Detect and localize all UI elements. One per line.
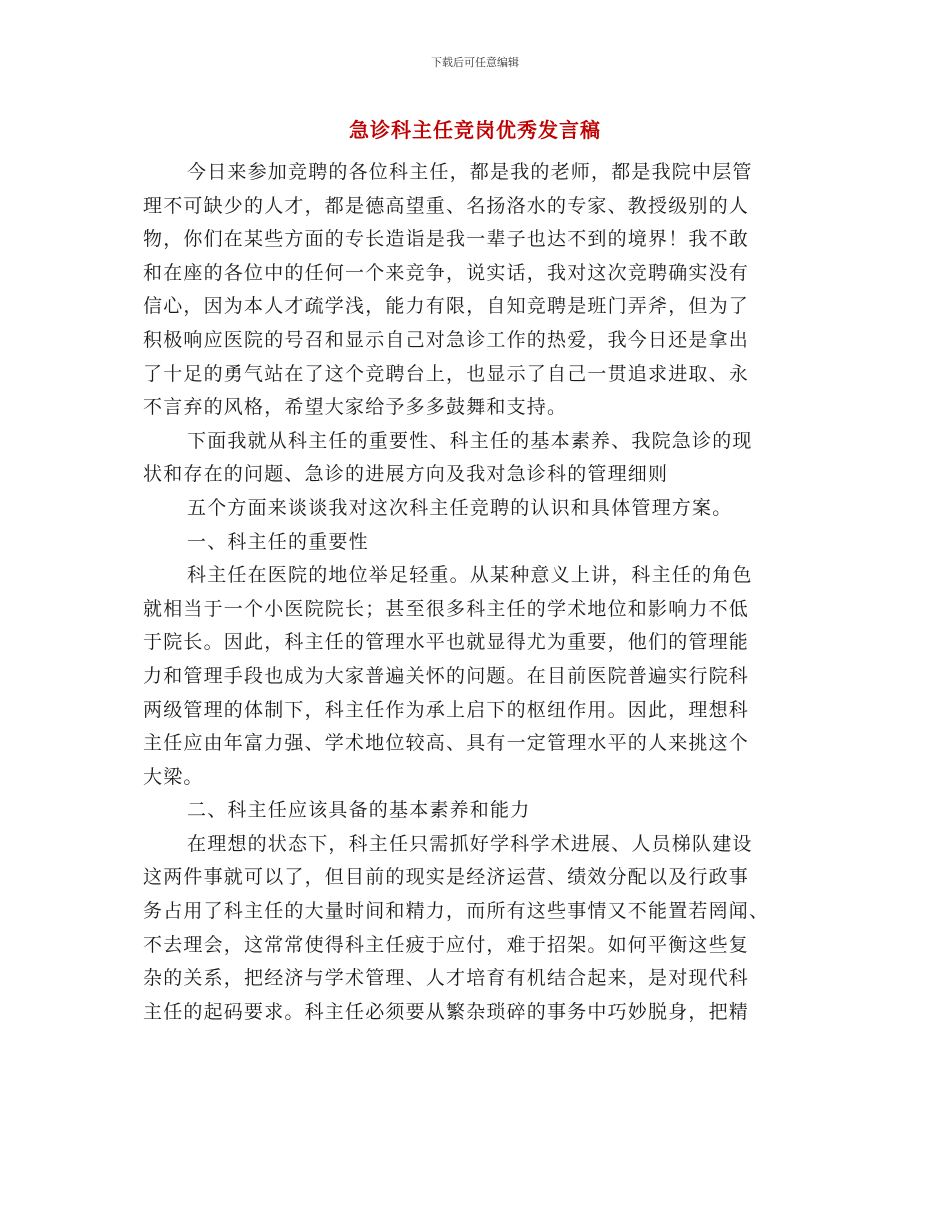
document-body (143, 156, 807, 1029)
text-line: 状和存在的问题、急诊的进展方向及我对急诊科的管理细则 (143, 463, 669, 486)
text-line: 大梁。 (143, 765, 204, 788)
text-line: 科主任在医院的地位举足轻重。从某种意义上讲，科主任的角色 (187, 564, 753, 587)
text-line: 不言弃的风格，希望大家给予多多鼓舞和支持。 (143, 396, 568, 419)
text-line: 这两件事就可以了，但目前的现实是经济运营、绩效分配以及行政事 (143, 866, 750, 889)
text-line: 务占用了科主任的大量时间和精力，而所有这些事情又不能置若罔闻、 (143, 900, 770, 923)
text-line: 主任的起码要求。科主任必须要从繁杂琐碎的事务中巧妙脱身，把精 (143, 1000, 750, 1023)
text-line: 理不可缺少的人才，都是德高望重、名扬洛水的专家、教授级别的人 (143, 194, 750, 217)
text-line: 物，你们在某些方面的专长造诣是我一辈子也达不到的境界！我不敢 (143, 228, 750, 251)
section-heading: 一、科主任的重要性 (187, 530, 369, 553)
text-line: 积极响应医院的号召和显示自己对急诊工作的热爱，我今日还是拿出 (143, 328, 750, 351)
text-line: 今日来参加竞聘的各位科主任，都是我的老师，都是我院中层管 (187, 161, 753, 183)
document-title: 急诊科主任竞岗优秀发言稿 (349, 118, 601, 142)
text-line: 信心，因为本人才疏学浅，能力有限，自知竞聘是班门弄斧，但为了 (143, 295, 750, 318)
text-line: 五个方面来谈谈我对这次科主任竞聘的认识和具体管理方案。 (187, 496, 733, 519)
section-heading: 二、科主任应该具备的基本素养和能力 (187, 799, 531, 822)
text-line: 和在座的各位中的任何一个来竞争，说实话，我对这次竞聘确实没有 (143, 261, 750, 284)
text-line: 两级管理的体制下，科主任作为承上启下的枢纽作用。因此，理想科 (143, 698, 750, 721)
text-line: 主任应由年富力强、学术地位较高、具有一定管理水平的人来挑这个 (143, 732, 750, 755)
text-line: 在理想的状态下，科主任只需抓好学科学术进展、人员梯队建设 (187, 832, 753, 855)
text-line: 不去理会，这常常使得科主任疲于应付，难于招架。如何平衡这些复 (143, 933, 750, 956)
text-line: 力和管理手段也成为大家普遍关怀的问题。在目前医院普遍实行院科 (143, 664, 750, 687)
text-line: 了十足的勇气站在了这个竞聘台上，也显示了自己一贯追求进取、永 (143, 362, 750, 385)
text-line: 于院长。因此，科主任的管理水平也就显得尤为重要，他们的管理能 (143, 631, 750, 654)
text-line: 就相当于一个小医院院长；甚至很多科主任的学术地位和影响力不低 (143, 597, 750, 620)
text-line: 下面我就从科主任的重要性、科主任的基本素养、我院急诊的现 (187, 429, 753, 452)
page-header-note: 下载后可任意编辑 (431, 56, 519, 69)
text-line: 杂的关系，把经济与学术管理、人才培育有机结合起来，是对现代科 (143, 967, 750, 990)
